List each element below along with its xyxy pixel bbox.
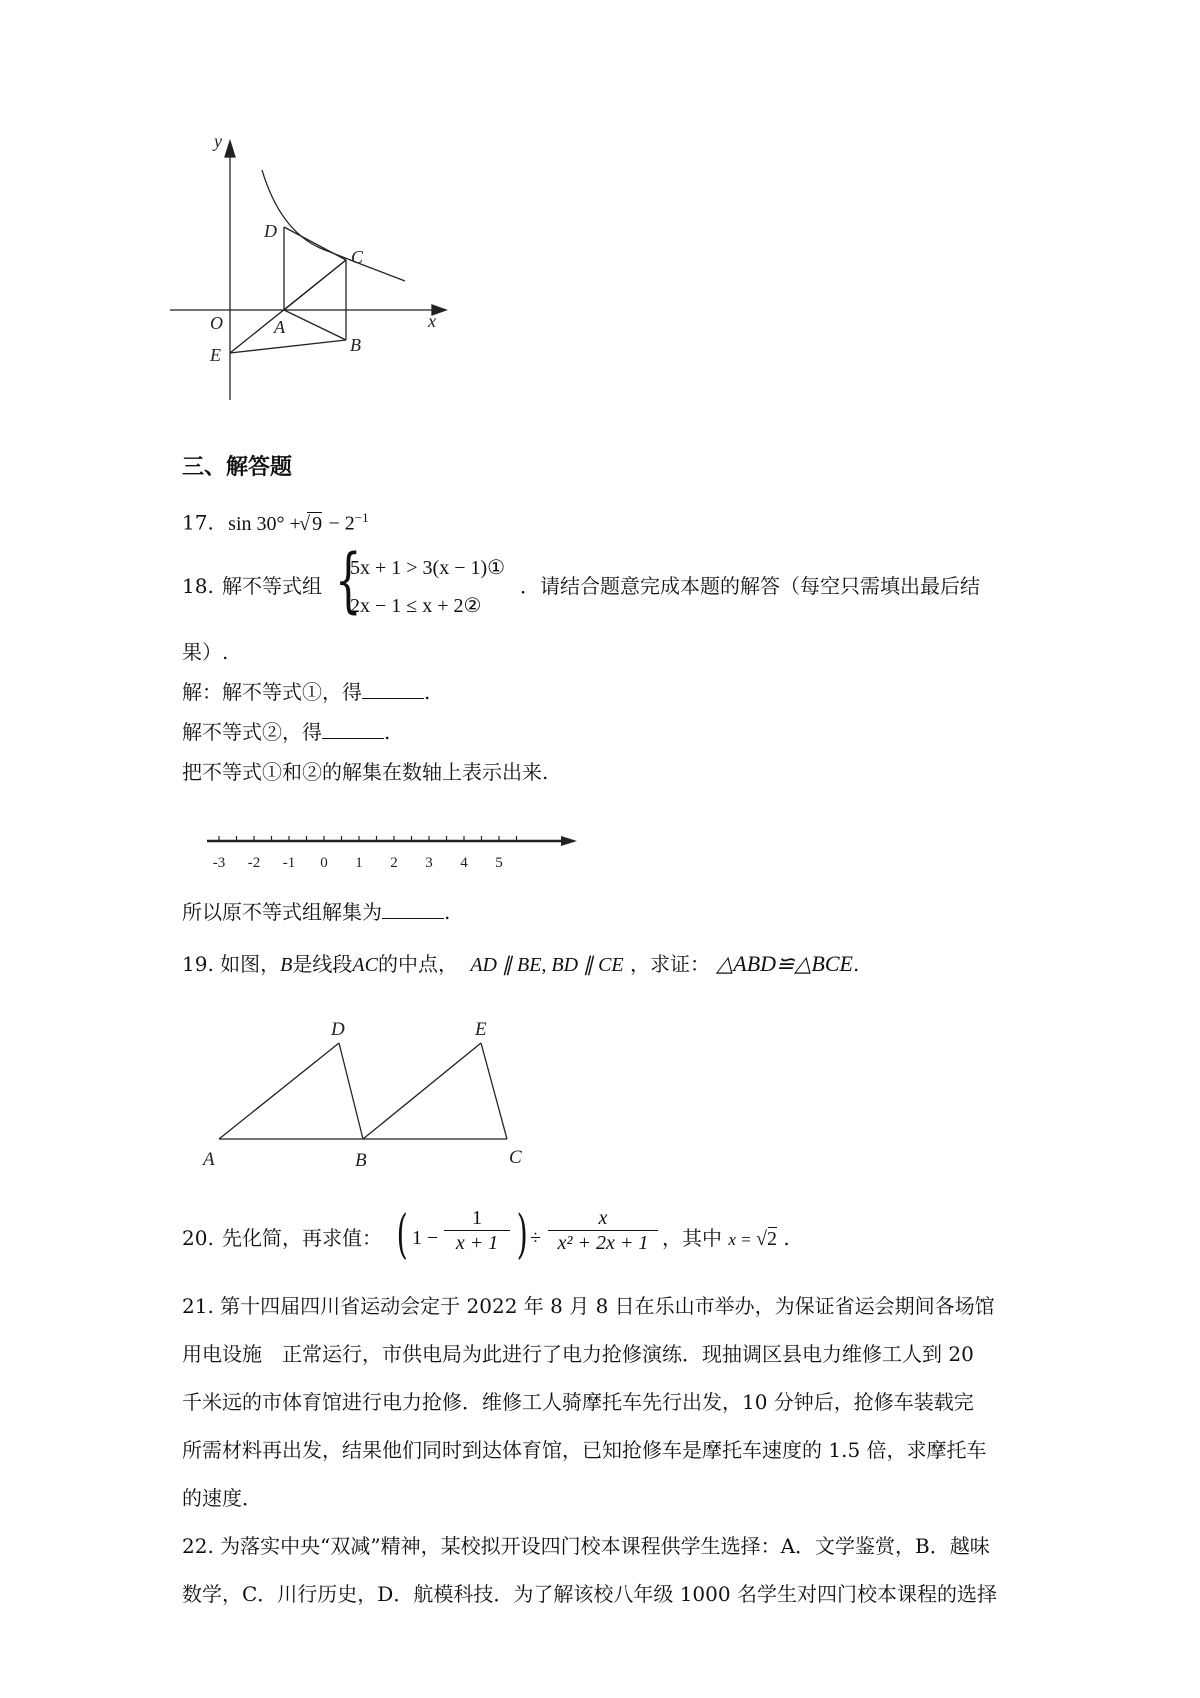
- segment-EB: [230, 340, 346, 353]
- answer-blank-2[interactable]: [322, 720, 384, 739]
- tri-label-A: A: [203, 1149, 215, 1170]
- q17-exponent: −1: [354, 510, 369, 525]
- number-line-label: -2: [247, 855, 261, 871]
- question-19: [182, 950, 859, 979]
- tri-label-E: E: [475, 1019, 487, 1040]
- segment-DB: [339, 1043, 363, 1139]
- label-A: A: [274, 317, 285, 337]
- q19-number: 19.: [182, 952, 214, 976]
- q18-step-1-text: 解：解不等式①，得: [182, 680, 362, 704]
- q19-point-B: B: [280, 954, 293, 976]
- q18-conclusion-end: .: [444, 900, 451, 924]
- q20-one-minus: 1 −: [412, 1227, 439, 1249]
- segment-EC: [481, 1043, 507, 1139]
- number-line-label: 0: [320, 855, 328, 871]
- label-D: D: [264, 221, 277, 241]
- label-C: C: [351, 247, 364, 267]
- segment-AD: [219, 1043, 339, 1139]
- q20-lead: 先化简，再求值：: [222, 1226, 382, 1250]
- number-line-label: 5: [495, 855, 503, 871]
- q18-number: 18.: [182, 574, 214, 598]
- q17-number: 17.: [182, 510, 214, 535]
- q18-lead: 解不等式组: [222, 574, 322, 598]
- answer-blank-1[interactable]: [362, 680, 424, 699]
- q20-where-text: ，其中: [662, 1226, 722, 1250]
- q19-claim: △ABD≌△BCE: [716, 951, 853, 976]
- q21-line-5: 的速度．: [182, 1486, 262, 1510]
- q19-text-b: 是线段: [292, 952, 353, 976]
- label-x: x: [428, 311, 436, 331]
- q21-line-1: 21. 第十四届四川省运动会定于 2022 年 8 月 8 日在乐山市举办，为保证省运会期间各场馆: [182, 1294, 995, 1318]
- q21-line-3: 千米远的市体育馆进行电力抢修．维修工人骑摩托车先行出发，10 分钟后，抢修车装载完: [182, 1390, 974, 1414]
- tri-label-B: B: [355, 1150, 367, 1170]
- q21-line-4: 所需材料再出发，结果他们同时到达体育馆，已知抢修车是摩托车速度的 1.5 倍，求摩托车: [182, 1438, 987, 1462]
- q21-line-2: 用电设施 正常运行，市供电局为此进行了电力抢修演练．现抽调区县电力维修工人到 20: [182, 1342, 974, 1366]
- q19-segment-AC: AC: [352, 954, 378, 976]
- q19-condition: AD ∥ BE, BD ∥ CE: [470, 954, 624, 976]
- coordinate-figure: [170, 135, 490, 435]
- segment-BE: [363, 1043, 481, 1139]
- question-21: [182, 1282, 995, 1522]
- segment-EC: [230, 260, 346, 353]
- q18-step-2: [182, 718, 390, 746]
- q18-conclusion: [182, 898, 450, 926]
- q18-step-2-text: 解不等式②，得: [182, 720, 322, 744]
- segment-AB: [284, 310, 346, 340]
- q20-frac1-num: 1: [444, 1206, 510, 1231]
- q18-instruction-end: 果）.: [182, 640, 229, 664]
- q20-fraction-2: [548, 1206, 658, 1255]
- q20-x-equals: x =: [728, 1230, 752, 1249]
- q19-text-c: 的中点，: [377, 952, 458, 976]
- q20-right-paren: ): [516, 1205, 528, 1265]
- tri-label-C: C: [509, 1147, 522, 1168]
- label-E: E: [210, 345, 221, 365]
- segment-DC: [284, 227, 346, 260]
- q18-step-3: 把不等式①和②的解集在数轴上表示出来.: [182, 760, 549, 784]
- q20-divide: ÷: [530, 1227, 541, 1249]
- q18-inequality-1: 5x + 1 > 3(x − 1)①: [350, 557, 506, 579]
- q20-frac2-num: x: [548, 1206, 658, 1231]
- q20-number: 20.: [182, 1226, 214, 1250]
- q19-text-a: 如图，: [220, 952, 281, 976]
- q20-fraction-1: [444, 1206, 510, 1255]
- number-line-label: 4: [460, 855, 468, 871]
- q20-left-paren: (: [396, 1205, 408, 1265]
- answer-blank-3[interactable]: [382, 900, 444, 919]
- q18-instruction: ．请结合题意完成本题的解答（每空只需填出最后结: [520, 574, 980, 598]
- number-line-label: -1: [282, 855, 296, 871]
- tri-label-D: D: [331, 1019, 345, 1040]
- q22-line-2: 数学，C．川行历史，D．航模科技．为了解该校八年级 1000 名学生对四门校本课程的选择: [182, 1582, 997, 1606]
- y-axis-arrow: [225, 141, 235, 157]
- q18-step-1-end: .: [424, 680, 431, 704]
- number-line-label: 2: [390, 855, 398, 871]
- q20-where: [662, 1224, 790, 1254]
- question-17: [182, 504, 369, 538]
- q19-text-d: ，求证：: [629, 952, 710, 976]
- label-B: B: [350, 335, 361, 355]
- q18-inequality-2: 2x − 1 ≤ x + 2②: [350, 595, 482, 617]
- q17-tail: − 2: [328, 512, 355, 535]
- number-line-label: 1: [355, 855, 363, 871]
- triangle-figure: [195, 1005, 535, 1170]
- q18-brace: {: [334, 539, 362, 621]
- q20-frac1-den: x + 1: [455, 1232, 499, 1254]
- label-O: O: [210, 313, 223, 333]
- q17-sin: sin 30° +: [228, 512, 301, 535]
- q19-end: .: [852, 952, 860, 976]
- q20-end: .: [783, 1226, 790, 1250]
- label-y: y: [214, 135, 222, 151]
- q18-step-2-end: .: [384, 720, 391, 744]
- q20-sqrt: √2: [756, 1228, 777, 1250]
- q18-conclusion-text: 所以原不等式组解集为: [182, 900, 382, 924]
- q18-step-1: [182, 678, 430, 706]
- number-line: [205, 825, 585, 875]
- number-line-label: 3: [425, 855, 433, 871]
- q22-line-1: 22. 为落实中央“双减”精神，某校拟开设四门校本课程供学生选择：A．文学鉴赏，B．越味: [182, 1534, 990, 1558]
- q17-sqrt: √ 9: [299, 512, 323, 535]
- q20-frac2-den: x² + 2x + 1: [557, 1232, 649, 1254]
- question-22: [182, 1522, 997, 1618]
- number-line-label: -3: [212, 855, 226, 871]
- section-heading: 三、解答题: [182, 454, 293, 480]
